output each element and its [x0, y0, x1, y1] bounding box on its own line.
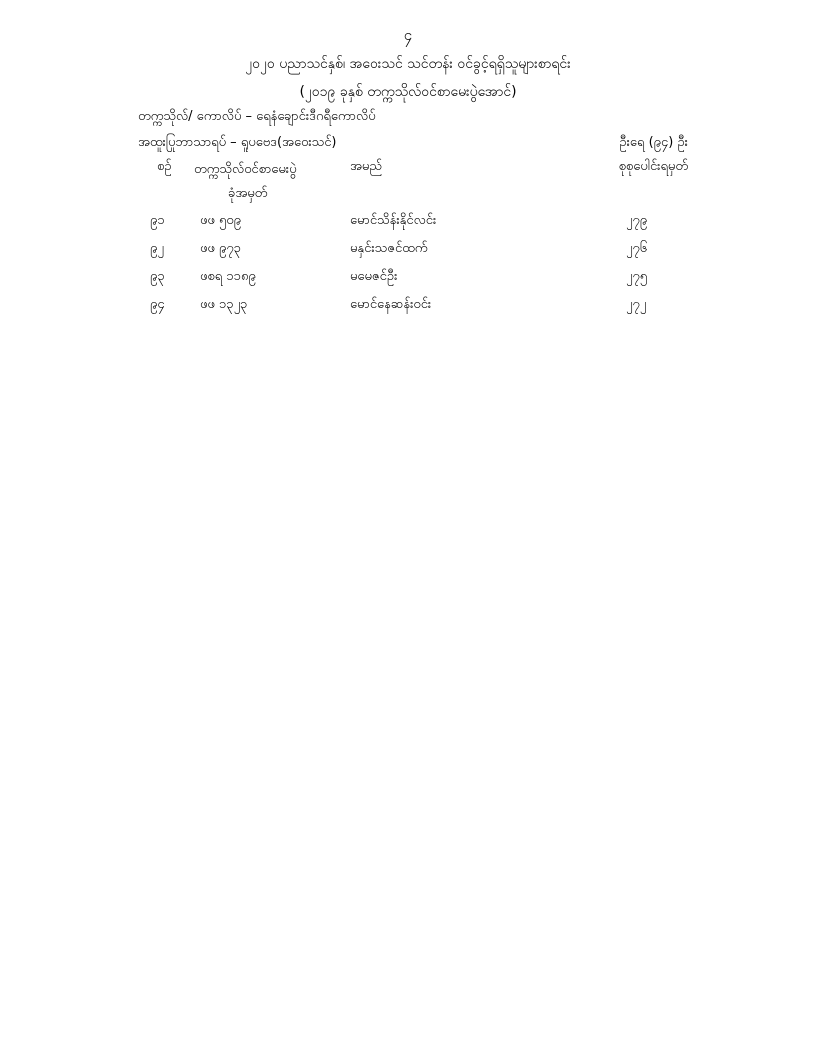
- major-line: အထူးပြုဘာသာရပ် – ရူပဗေဒ(အဝေးသင်): [138, 135, 337, 150]
- roll-number: ဖဖ ၁၃၂၃: [200, 297, 248, 312]
- total-marks: ၂၇၆: [626, 241, 648, 256]
- column-header-roll-line2: ခုံအမှတ်: [228, 186, 268, 201]
- column-header-roll-line1: တက္ကသိုလ်ဝင်စာမေးပွဲ: [194, 162, 297, 177]
- roll-number: ဖဖ ၉၇၃: [200, 241, 241, 256]
- student-name: မနှင်းသဇင်ထက်: [350, 241, 428, 256]
- table-row: [0, 240, 816, 266]
- total-marks: ၂၇၉: [626, 213, 648, 228]
- row-number: ၉၄: [150, 297, 165, 312]
- college-line: တက္ကသိုလ်/ ကောလိပ် – ရေနံချောင်းဒီဂရီကောလိပ်: [138, 109, 376, 124]
- student-count: ဦးရေ (၉၄) ဦး: [619, 135, 688, 150]
- row-number: ၉၂: [150, 241, 164, 256]
- document-subtitle: (၂၀၁၉ ခုနှစ် တက္ကသိုလ်ဝင်စာမေးပွဲအောင်): [299, 84, 517, 100]
- student-name: မောင်သိန်းနိုင်လင်း: [350, 213, 437, 228]
- table-row: [0, 212, 816, 238]
- total-marks: ၂၇၅: [626, 269, 648, 284]
- roll-number: ဖဖ ၅၀၉: [200, 213, 241, 228]
- total-marks: ၂၇၂: [626, 297, 647, 312]
- row-number: ၉၁: [150, 213, 165, 228]
- column-header-roll: [194, 158, 297, 206]
- column-header-no: စဉ်: [157, 159, 172, 174]
- table-row: [0, 268, 816, 294]
- student-name: မမေဇင်ဦး: [350, 269, 398, 284]
- column-header-total: စုစုပေါင်းရမှတ်: [618, 159, 688, 174]
- row-number: ၉၃: [150, 269, 165, 284]
- student-name: မောင်နေဆန်းဝင်း: [350, 297, 432, 312]
- document-title: ၂၀၂၀ ပညာသင်နှစ်၊ အဝေးသင် သင်တန်း ဝင်ခွင့်ရရှိသူများစာရင်း: [245, 56, 571, 72]
- column-header-name: အမည်: [350, 159, 382, 174]
- table-row: [0, 296, 816, 322]
- roll-number: ဖစရ ၁၁၈၉: [200, 269, 256, 284]
- page-number: ၄: [403, 26, 413, 44]
